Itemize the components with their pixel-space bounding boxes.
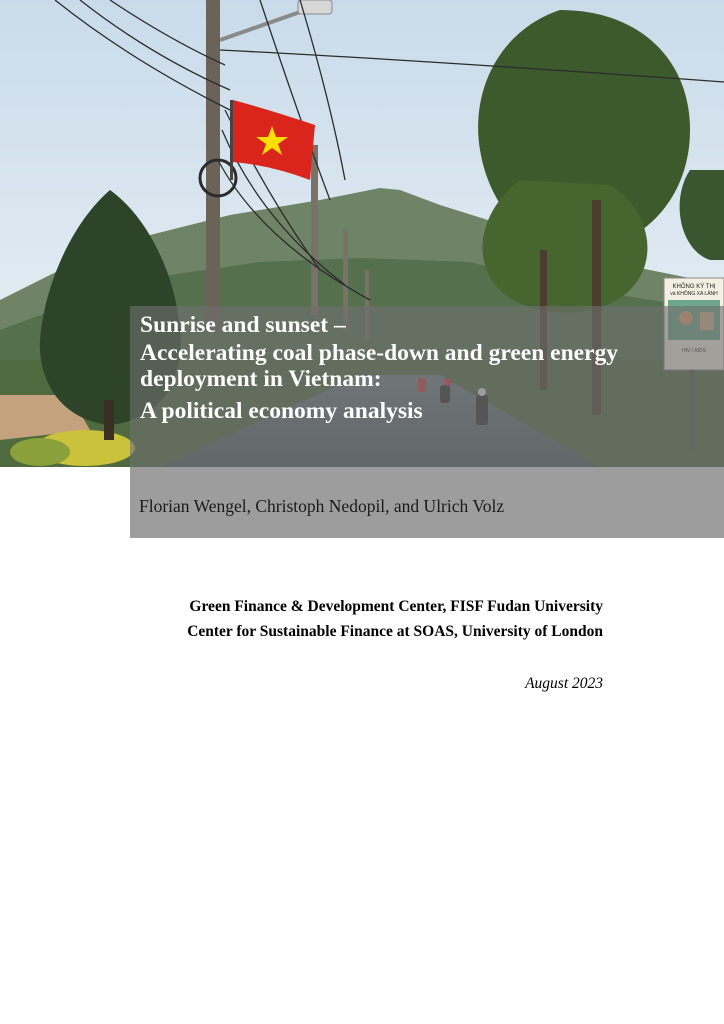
billboard-line-2: và KHÔNG XA LÁNH [670,291,718,297]
author-band [130,467,724,538]
utility-pole-main [206,0,220,330]
authors: Florian Wengel, Christoph Nedopil, and Ulrich Volz [139,496,505,516]
title-line-4: A political economy analysis [140,398,423,424]
institutions [187,594,603,644]
title-line-3: deployment in Vietnam: [140,366,382,392]
title-line-1: Sunrise and sunset – [140,312,346,338]
publication-date: August 2023 [525,675,603,692]
institution-fudan: Green Finance & Development Center, FISF Fudan University [189,598,603,615]
title-overlay [130,306,724,467]
title-line-2: Accelerating coal phase-down and green energy [140,340,618,366]
institution-soas: Center for Sustainable Finance at SOAS, University of London [187,623,603,640]
billboard-line-1: KHÔNG KỲ THỊ [672,284,716,290]
